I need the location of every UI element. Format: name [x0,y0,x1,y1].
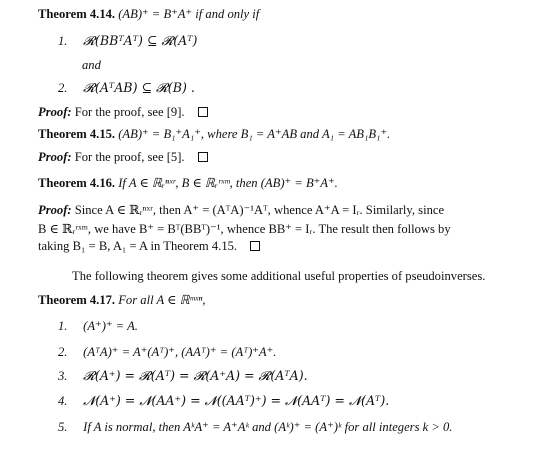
theorem-label: Theorem 4.16. [38,176,116,190]
qed-box-icon [198,107,208,117]
item-number: 4. [58,394,68,408]
item-number: 3. [58,369,68,383]
theorem-4-17-item-3 [58,368,308,384]
and-text: and [82,58,101,72]
theorem-statement: If A ∈ ℝᵣⁿˣʳ, B ∈ ℝᵣʳˣᵐ, then (AB)⁺ = B⁺A⁺. [118,176,338,190]
theorem-4-17 [38,292,205,308]
qed-box-icon [198,152,208,162]
proof-label: Proof: [38,105,72,119]
intro-paragraph [72,268,485,284]
item-number: 2. [58,345,68,359]
theorem-statement: (AB)⁺ = B⁺A⁺ if and only if [118,7,260,21]
proof-1 [38,104,208,120]
item-number: 1. [58,34,68,48]
item-text: 𝓝(A⁺) = 𝓝(AA⁺) = 𝓝((AAᵀ)⁺) = 𝓝(AAᵀ) = 𝓝(Aᵀ). [83,393,390,408]
item-number: 5. [58,420,68,434]
item-text: 𝓡(BBᵀAᵀ) ⊆ 𝓡(Aᵀ) [83,33,198,48]
item-text: (AᵀA)⁺ = A⁺(Aᵀ)⁺, (AAᵀ)⁺ = (Aᵀ)⁺A⁺. [83,345,277,359]
theorem-4-17-item-2 [58,344,276,360]
and-connector [82,57,101,73]
proof-3-line-3 [38,238,260,254]
proof-text: For the proof, see [9]. [74,105,185,119]
theorem-4-17-item-5 [58,419,452,435]
proof-3-line-1 [38,202,444,218]
theorem-label: Theorem 4.17. [38,293,116,307]
proof-text: Since A ∈ ℝᵣⁿˣʳ, then A⁺ = (AᵀA)⁻¹Aᵀ, whence A⁺A = Iᵣ. Similarly, since [74,203,445,217]
proof-text: B ∈ ℝᵣʳˣᵐ, we have B⁺ = Bᵀ(BBᵀ)⁻¹, whence BB⁺ = Iᵣ. The result then follows by [38,222,451,236]
theorem-4-15 [38,126,390,142]
item-text: 𝓡(A⁺) = 𝓡(Aᵀ) = 𝓡(A⁺A) = 𝓡(AᵀA). [83,368,308,383]
proof-2 [38,149,208,165]
theorem-4-14 [38,6,259,22]
theorem-label: Theorem 4.15. [38,127,116,141]
intro-text: The following theorem gives some additional useful properties of pseudoinverses. [72,269,486,283]
item-number: 2. [58,81,68,95]
proof-label: Proof: [38,150,72,164]
item-text: (A⁺)⁺ = A. [83,319,138,333]
item-number: 1. [58,319,68,333]
qed-box-icon [250,241,260,251]
proof-label: Proof: [38,203,72,217]
theorem-4-14-item-2 [58,80,195,96]
theorem-statement: (AB)⁺ = B₁⁺A₁⁺, where B₁ = A⁺AB and A₁ = AB₁B₁⁺. [118,127,391,141]
theorem-statement: For all A ∈ ℝᵐˣⁿ, [118,293,206,307]
theorem-4-14-item-1 [58,33,197,49]
theorem-4-17-item-4 [58,393,389,409]
proof-text: taking B₁ = B, A₁ = A in Theorem 4.15. [38,239,238,253]
item-text: 𝓡(AᵀAB) ⊆ 𝓡(B) . [83,80,195,95]
proof-text: For the proof, see [5]. [74,150,185,164]
item-text: If A is normal, then AᵏA⁺ = A⁺Aᵏ and (Aᵏ)⁺ = (A⁺)ᵏ for all integers k > 0. [83,420,453,434]
theorem-4-16 [38,175,338,191]
theorem-label: Theorem 4.14. [38,7,116,21]
proof-3-line-2 [38,221,451,237]
theorem-4-17-item-1 [58,318,138,334]
